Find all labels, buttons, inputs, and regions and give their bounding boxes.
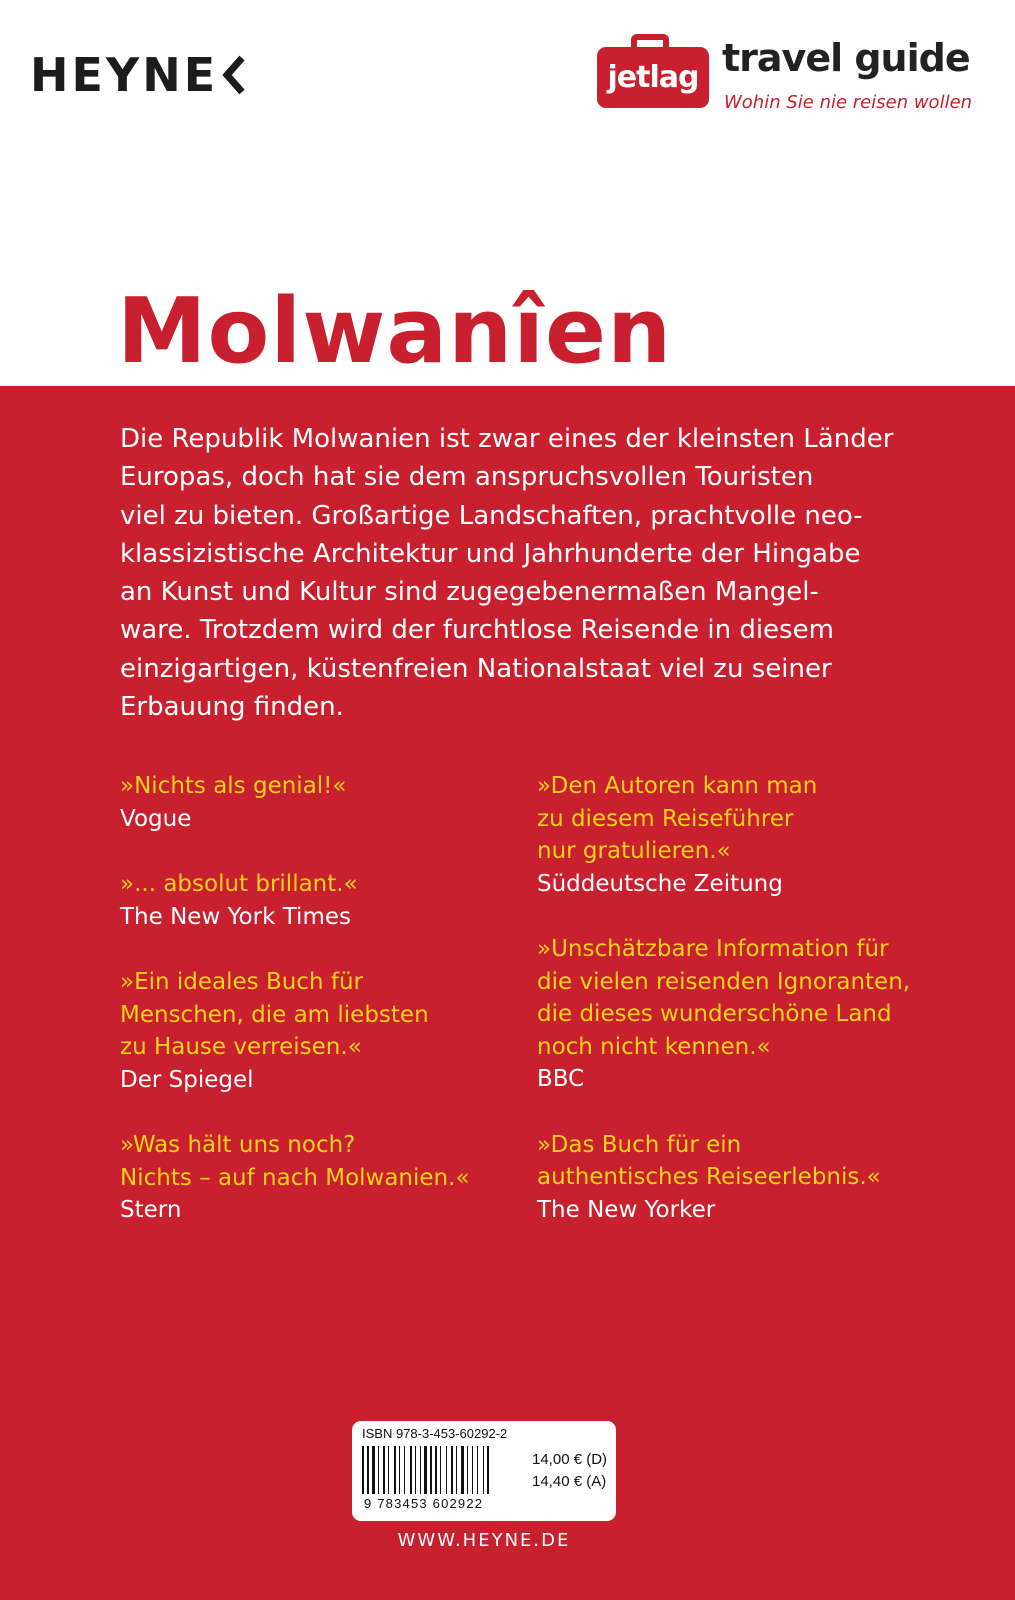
barcode-digits: 9 783453 602922 bbox=[364, 1496, 484, 1511]
isbn: ISBN 978-3-453-60292-2 bbox=[362, 1426, 508, 1441]
quote-text: Menschen, die am liebsten bbox=[120, 1001, 429, 1028]
barcode-bar bbox=[404, 1446, 405, 1494]
barcode-bar bbox=[456, 1446, 457, 1494]
quotes-right-column bbox=[537, 770, 937, 1259]
review-quote bbox=[120, 868, 520, 933]
barcode-box bbox=[352, 1421, 616, 1521]
quote-text: die dieses wunderschöne Land bbox=[537, 1001, 892, 1027]
quotes-left-column bbox=[120, 770, 520, 1260]
review-quote bbox=[537, 1129, 937, 1227]
quote-source: The New York Times bbox=[120, 903, 351, 930]
barcode-bar bbox=[378, 1446, 379, 1494]
quote-text: »Den Autoren kann man bbox=[537, 773, 818, 799]
quote-source: The New Yorker bbox=[537, 1196, 716, 1223]
quote-text: Nichts – auf nach Molwanien.« bbox=[120, 1164, 470, 1191]
chevron-left-icon bbox=[222, 55, 246, 95]
quote-source: BBC bbox=[537, 1066, 585, 1092]
quote-source: Süddeutsche Zeitung bbox=[537, 870, 783, 897]
barcode-bar bbox=[487, 1446, 489, 1494]
quote-text: »Unschätzbare Information für bbox=[537, 936, 889, 962]
review-quote bbox=[537, 933, 937, 1096]
quote-text: »... absolut brillant.« bbox=[120, 871, 358, 897]
review-quote bbox=[120, 1129, 520, 1227]
quote-text: die vielen reisenden Ignoranten, bbox=[537, 968, 911, 995]
series-tagline: Wohin Sie nie reisen wollen bbox=[724, 92, 973, 113]
quote-text: »Das Buch für ein bbox=[537, 1131, 742, 1158]
barcode-bar bbox=[410, 1446, 412, 1494]
barcode-bar bbox=[399, 1446, 400, 1494]
barcode-bar bbox=[451, 1446, 453, 1494]
barcode-bar bbox=[477, 1446, 478, 1494]
quote-source: Vogue bbox=[120, 805, 192, 832]
publisher-website[interactable]: WWW.HEYNE.DE bbox=[397, 1530, 571, 1551]
quote-text: authentisches Reiseerlebnis.« bbox=[537, 1164, 881, 1190]
barcode-bar bbox=[461, 1446, 464, 1494]
blurb-line: ware. Trotzdem wird der furchtlose Reisende in diesem bbox=[120, 615, 834, 646]
barcode-bar bbox=[467, 1446, 468, 1494]
barcode-bar bbox=[446, 1446, 447, 1494]
price-austria: 14,40 € (A) bbox=[532, 1473, 607, 1490]
review-quote bbox=[120, 770, 520, 835]
quote-text: zu diesem Reiseführer bbox=[537, 805, 794, 832]
quote-source: Der Spiegel bbox=[120, 1066, 254, 1093]
barcode-bar bbox=[383, 1446, 385, 1494]
barcode-bar bbox=[415, 1446, 416, 1494]
jetlag-suitcase-logo bbox=[597, 34, 709, 108]
blurb-line: klassizistische Architektur und Jahrhunderte der Hingabe bbox=[120, 538, 861, 569]
barcode-bar bbox=[430, 1446, 432, 1494]
barcode-bar bbox=[420, 1446, 421, 1494]
review-quote bbox=[120, 966, 520, 1096]
barcode-bar bbox=[362, 1446, 364, 1494]
quote-text: zu Hause verreisen.« bbox=[120, 1034, 362, 1060]
barcode-bar bbox=[424, 1446, 427, 1494]
quote-text: »Nichts als genial!« bbox=[120, 773, 347, 799]
review-quote bbox=[537, 770, 937, 900]
barcode-bar bbox=[367, 1446, 369, 1494]
barcode-bar bbox=[483, 1446, 484, 1494]
barcode-bar bbox=[394, 1446, 396, 1494]
blurb-line: Die Republik Molwanien ist zwar eines der kleinsten Länder bbox=[120, 424, 894, 454]
book-blurb bbox=[120, 420, 920, 726]
price-germany: 14,00 € (D) bbox=[532, 1451, 608, 1468]
barcode bbox=[362, 1446, 522, 1496]
blurb-line: Erbauung finden. bbox=[120, 692, 344, 723]
blurb-line: Europas, doch hat sie dem anspruchsvollen Touristen bbox=[120, 462, 814, 493]
quote-source: Stern bbox=[120, 1197, 182, 1223]
book-title: Molwanîen bbox=[117, 279, 673, 384]
blurb-line: einzigartigen, küstenfreien Nationalstaat viel zu seiner bbox=[120, 653, 832, 684]
series-name: travel guide bbox=[722, 36, 970, 80]
barcode-bar bbox=[372, 1446, 375, 1494]
blurb-line: viel zu bieten. Großartige Landschaften, prachtvolle neo- bbox=[120, 500, 863, 531]
quote-text: »Was hält uns noch? bbox=[120, 1132, 356, 1158]
heyne-logo-text: HEYNE bbox=[30, 48, 219, 102]
barcode-bar bbox=[435, 1446, 437, 1494]
barcode-bar bbox=[440, 1446, 441, 1494]
quote-text: »Ein ideales Buch für bbox=[120, 969, 363, 995]
barcode-bar bbox=[388, 1446, 389, 1494]
barcode-bar bbox=[472, 1446, 473, 1494]
quote-text: noch nicht kennen.« bbox=[537, 1033, 771, 1060]
heyne-logo bbox=[30, 48, 246, 102]
jetlag-badge-text: jetlag bbox=[597, 47, 709, 108]
quote-text: nur gratulieren.« bbox=[537, 838, 731, 864]
blurb-line: an Kunst und Kultur sind zugegebenermaßen Mangel- bbox=[120, 577, 819, 608]
